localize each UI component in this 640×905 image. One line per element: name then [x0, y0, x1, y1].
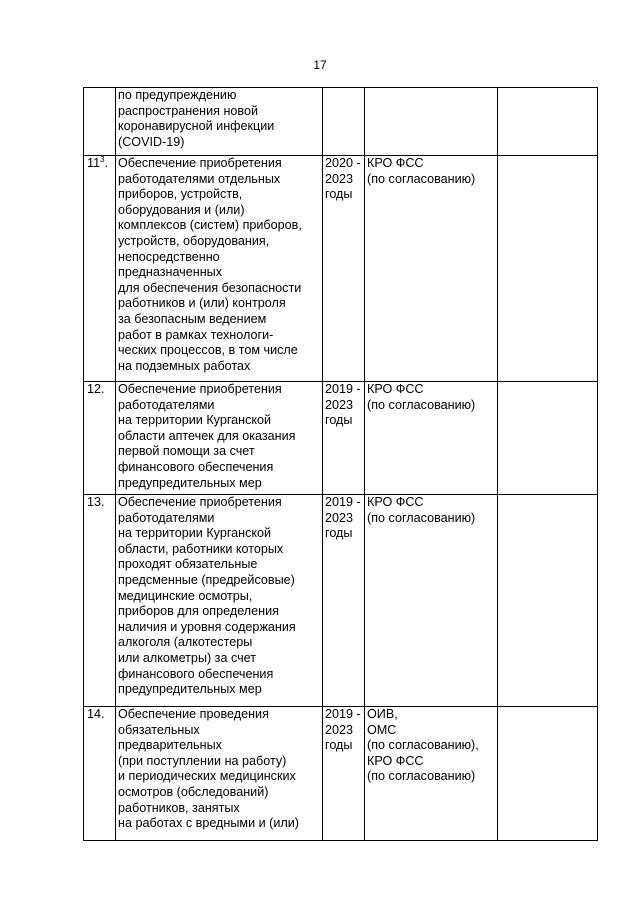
- responsible-cell-line: КРО ФСС: [367, 495, 424, 509]
- measure-name-cell-line: ческих процессов, в том числе: [118, 343, 298, 358]
- row-number-cell: $11^3$.: [84, 156, 116, 382]
- term-cell: [323, 495, 365, 707]
- row-number: 12.: [87, 382, 105, 396]
- measure-name-cell-line: распространения новой: [118, 103, 259, 118]
- measure-name-cell-line: предупредительных мер: [118, 475, 262, 490]
- measure-name-cell-line: приборов для определения: [118, 604, 279, 619]
- responsible-cell: [365, 382, 498, 495]
- term-cell-line: 2020 -: [325, 156, 361, 170]
- measure-name-cell-line: комплексов (систем) приборов,: [118, 218, 302, 233]
- measure-name-cell-line: на подземных работах: [118, 358, 251, 373]
- responsible-cell-line: (по согласованию): [367, 171, 476, 186]
- measure-name-cell-line: Обеспечение приобретения: [118, 495, 282, 509]
- term-cell-line: 2023: [325, 397, 354, 412]
- measure-name-cell-line: работников, занятых: [118, 800, 240, 815]
- term-cell-line: годы: [325, 526, 353, 541]
- measure-name-cell-line: области аптечек для оказания: [118, 428, 296, 443]
- measure-name-cell-line: работодателями: [118, 397, 215, 412]
- term-cell: [323, 156, 365, 382]
- measure-name-cell: [116, 382, 323, 495]
- measure-name-cell: [116, 495, 323, 707]
- measure-name-cell-line: предсменные (предрейсовые): [118, 572, 295, 587]
- responsible-cell-line: (по согласованию),: [367, 738, 479, 753]
- measure-name-cell-line: Обеспечение приобретения: [118, 382, 282, 396]
- measure-name-cell-line: предупредительных мер: [118, 682, 262, 697]
- responsible-cell: [365, 707, 498, 841]
- measure-name-cell-line: Обеспечение приобретения: [118, 156, 282, 170]
- table-row: [84, 156, 598, 382]
- responsible-cell-line: (по согласованию): [367, 769, 476, 784]
- measure-name-cell-line: работодателями: [118, 510, 215, 525]
- term-cell-line: годы: [325, 187, 353, 202]
- measure-name-cell-line: и периодических медицинских: [118, 769, 296, 784]
- measure-name-cell-line: предназначенных: [118, 265, 222, 280]
- page-number: 17: [313, 58, 327, 72]
- empty-column-cell: [498, 156, 598, 382]
- responsible-cell-line: (по согласованию): [367, 510, 476, 525]
- responsible-cell-line: КРО ФСС: [367, 382, 424, 396]
- row-number-cell: [84, 88, 116, 156]
- measure-name-cell-line: на работах с вредными и (или): [118, 816, 299, 831]
- term-cell-line: 2019 -: [325, 707, 361, 721]
- table-row: [84, 707, 598, 841]
- measure-name-cell-line: проходят обязательные: [118, 557, 258, 572]
- term-cell-line: годы: [325, 413, 353, 428]
- measure-name-cell-line: алкоголя (алкотестеры: [118, 635, 253, 650]
- responsible-cell: [365, 156, 498, 382]
- term-cell-line: 2019 -: [325, 382, 361, 396]
- term-cell-line: 2019 -: [325, 495, 361, 509]
- empty-column-cell: [498, 88, 598, 156]
- measure-name-cell-line: предварительных: [118, 738, 222, 753]
- term-cell-line: годы: [325, 738, 353, 753]
- measure-name-cell-line: наличия и уровня содержания: [118, 619, 296, 634]
- term-cell-line: 2023: [325, 171, 354, 186]
- measures-table: [83, 87, 598, 841]
- table-row: [84, 495, 598, 707]
- measure-name-cell-line: по предупреждению: [118, 88, 237, 102]
- measure-name-cell-line: первой помощи за счет: [118, 444, 255, 459]
- measure-name-cell-line: финансового обеспечения: [118, 666, 274, 681]
- measure-name-cell-line: Обеспечение проведения: [118, 707, 269, 721]
- measure-name-cell-line: на территории Курганской: [118, 413, 272, 428]
- measure-name-cell-line: финансового обеспечения: [118, 459, 274, 474]
- responsible-cell-line: ОМС: [367, 722, 397, 737]
- table-row: [84, 88, 598, 156]
- row-number-cell: [84, 382, 116, 495]
- empty-column-cell: [498, 707, 598, 841]
- measure-name-cell-line: работ в рамках технологи-: [118, 327, 274, 342]
- responsible-cell: [365, 495, 498, 707]
- term-cell: [323, 707, 365, 841]
- measure-name-cell-line: для обеспечения безопасности: [118, 280, 302, 295]
- measure-name-cell-line: работников и (или) контроля: [118, 296, 286, 311]
- measure-name-cell-line: непосредственно: [118, 249, 220, 264]
- term-cell: [323, 88, 365, 156]
- measure-name-cell-line: приборов, устройств,: [118, 187, 243, 202]
- term-cell-line: 2023: [325, 722, 354, 737]
- row-number-superscript: 3: [100, 155, 105, 164]
- measure-name-cell-line: (при поступлении на работу): [118, 753, 287, 768]
- measure-name-cell: [116, 707, 323, 841]
- row-number-cell: [84, 495, 116, 707]
- measure-name-cell-line: (COVID-19): [118, 134, 185, 149]
- measure-name-cell-line: за безопасным ведением: [118, 311, 267, 326]
- term-cell: [323, 382, 365, 495]
- term-cell-line: 2023: [325, 510, 354, 525]
- measure-name-cell-line: медицинские осмотры,: [118, 588, 253, 603]
- measure-name-cell-line: обязательных: [118, 722, 200, 737]
- responsible-cell-line: ОИВ,: [367, 707, 398, 721]
- measure-name-cell-line: или алкометры) за счет: [118, 650, 257, 665]
- measure-name-cell: [116, 156, 323, 382]
- empty-column-cell: [498, 495, 598, 707]
- measure-name-cell-line: коронавирусной инфекции: [118, 119, 275, 134]
- row-number: 11: [87, 156, 101, 170]
- row-number-cell: [84, 707, 116, 841]
- empty-column-cell: [498, 382, 598, 495]
- measure-name-cell-line: области, работники которых: [118, 541, 284, 556]
- measure-name-cell-line: оборудования и (или): [118, 202, 245, 217]
- table-row: [84, 382, 598, 495]
- measure-name-cell-line: осмотров (обследований): [118, 784, 269, 799]
- responsible-cell-line: (по согласованию): [367, 397, 476, 412]
- responsible-cell-line: КРО ФСС: [367, 753, 424, 768]
- responsible-cell-line: КРО ФСС: [367, 156, 424, 170]
- measure-name-cell-line: работодателями отдельных: [118, 171, 281, 186]
- measure-name-cell-line: на территории Курганской: [118, 526, 272, 541]
- row-number: 14.: [87, 707, 105, 721]
- row-number: 13.: [87, 495, 105, 509]
- measure-name-cell: [116, 88, 323, 156]
- measure-name-cell-line: устройств, оборудования,: [118, 233, 270, 248]
- responsible-cell: [365, 88, 498, 156]
